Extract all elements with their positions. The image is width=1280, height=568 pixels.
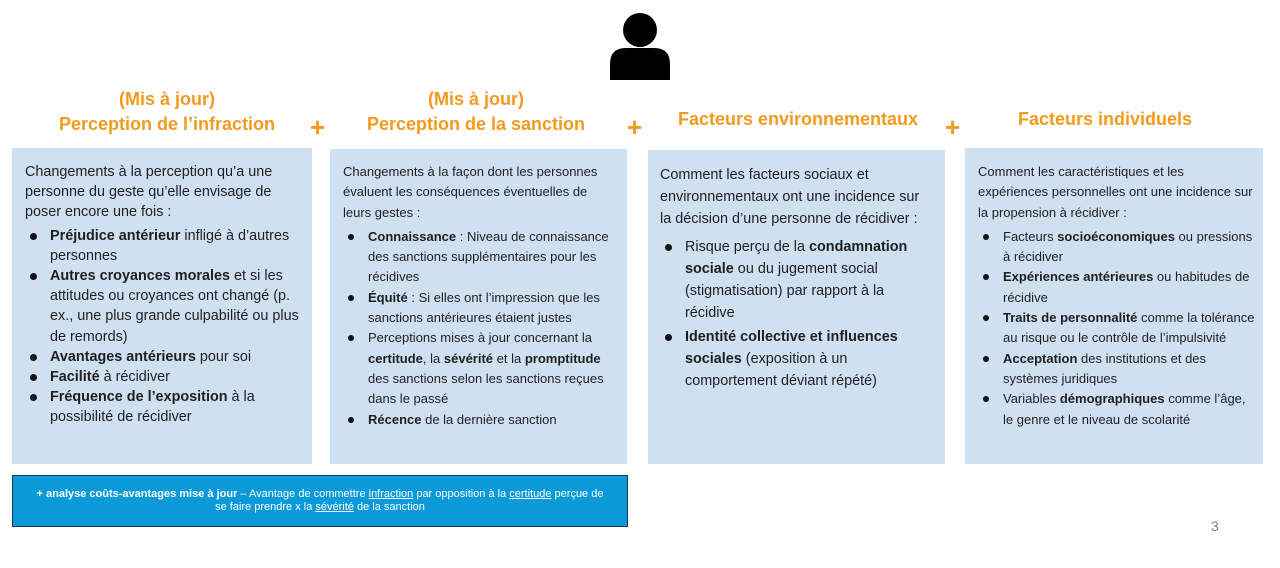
list-item: [25, 266, 300, 347]
item-text: comme la tolérance au risque ou le contrôle de l’impulsivité: [1003, 310, 1255, 346]
infraction-term: infraction: [368, 488, 414, 500]
cost-benefit-heading: + analyse coûts-avantages mise à jour: [36, 488, 238, 500]
item-text: ou du jugement social (stigmatisation) par rapport à la récidive: [685, 261, 885, 321]
item-text: des sanctions selon les sanctions reçues dans le passé: [368, 370, 604, 407]
box4-list: [978, 227, 1255, 430]
item-bold: condamnation sociale: [685, 239, 908, 277]
offense-perception-box: [12, 148, 312, 464]
item-bold: socioéconomiques: [1057, 228, 1175, 244]
item-bold: Autres croyances morales: [50, 268, 230, 285]
item-bold: Équité: [368, 289, 408, 305]
item-text: à récidiver: [99, 369, 170, 386]
list-item: [978, 308, 1255, 349]
item-bold: Expériences antérieures: [1003, 269, 1154, 285]
item-text: infligé à d’autres personnes: [50, 227, 290, 264]
col1-title: [12, 87, 322, 137]
list-item: [978, 227, 1255, 268]
item-bold: sévérité: [443, 350, 494, 366]
list-item: [343, 288, 617, 329]
list-item: [978, 349, 1255, 390]
item-text: : Si elles ont l’impression que les sanctions antérieures étaient justes: [368, 289, 600, 326]
list-item: [25, 387, 300, 427]
list-item: [343, 410, 617, 430]
item-bold: Avantages antérieurs: [50, 348, 196, 365]
cost-benefit-text: par opposition à la: [413, 488, 510, 500]
item-bold: Acceptation: [1003, 350, 1078, 366]
item-text: Perceptions mises à jour concernant la: [368, 330, 593, 346]
plus-sign-1: +: [310, 112, 326, 142]
item-text: (exposition à un comportement déviant répété): [685, 351, 877, 389]
box4-intro: Comment les caractéristiques et les expériences personnelles ont une incidence sur la propension à récidiver :: [978, 164, 1253, 220]
item-text: : Niveau de connaissance des sanctions supplémentaires pour les récidives: [368, 228, 609, 285]
item-text: comme l’âge, le genre et le niveau de scolarité: [1003, 391, 1246, 427]
cost-benefit-text: – Avantage de commettre: [237, 488, 369, 500]
severite-term: sévérité: [315, 501, 354, 513]
list-item: [978, 267, 1255, 308]
plus-sign-2: +: [627, 112, 643, 142]
item-bold: Connaissance: [368, 228, 457, 244]
item-bold: Identité collective et influences sociales: [685, 329, 898, 367]
plus-sign-3: +: [945, 112, 961, 142]
item-bold: Facilité: [50, 369, 100, 386]
item-text: Risque perçu de la: [685, 239, 809, 255]
col1-title-line2: Perception de l’infraction: [58, 114, 276, 134]
item-bold: certitude: [368, 350, 423, 366]
list-item: [660, 236, 933, 324]
cost-benefit-text: perçue de se faire prendre x la: [215, 488, 604, 513]
box3-list: [660, 236, 933, 392]
item-text: et la: [493, 350, 525, 366]
sanction-perception-box: [330, 149, 627, 464]
item-text: pour soi: [195, 348, 252, 365]
col4-title: [965, 107, 1245, 132]
item-text: , la: [422, 350, 444, 366]
item-text: à la possibilité de récidiver: [50, 389, 255, 426]
col3-title: [648, 107, 948, 132]
col1-title-line1: (Mis à jour): [118, 89, 215, 109]
list-item: [343, 227, 617, 288]
list-item: [25, 226, 300, 266]
person-icon: [609, 12, 671, 80]
col2-title-line1: (Mis à jour): [427, 89, 524, 109]
item-text: des institutions et des systèmes juridiques: [1003, 350, 1207, 386]
item-text: et si les attitudes ou croyances ont changé (p. ex., une plus grande culpabilité ou plus de remords): [50, 268, 299, 345]
box1-list: [25, 226, 300, 428]
box3-intro: Comment les facteurs sociaux et environnementaux ont une incidence sur la décision d’une personne de récidiver :: [660, 167, 920, 227]
list-item: [660, 326, 933, 392]
item-bold: Fréquence de l’exposition: [50, 389, 228, 406]
list-item: [25, 367, 300, 387]
item-bold: Récence: [368, 411, 422, 427]
item-text: Facteurs: [1003, 228, 1058, 244]
item-text: ou pressions à récidiver: [1003, 228, 1253, 265]
col4-title-text: Facteurs individuels: [1017, 109, 1193, 129]
cost-benefit-text: de la sanction: [353, 501, 425, 513]
item-text: de la dernière sanction: [421, 411, 557, 427]
item-bold: Préjudice antérieur: [50, 227, 181, 244]
item-bold: promptitude: [524, 350, 601, 366]
environmental-factors-box: [648, 150, 945, 464]
col2-title-line2: Perception de la sanction: [366, 114, 586, 134]
individual-factors-box: [965, 148, 1263, 464]
list-item: [25, 347, 300, 367]
page-number: 3: [1211, 518, 1219, 534]
certitude-term: certitude: [509, 488, 552, 500]
box2-list: [343, 227, 617, 430]
col2-title: [330, 87, 622, 137]
box2-intro: Changements à la façon dont les personnes évaluent les conséquences éventuelles de leurs gestes :: [343, 164, 598, 220]
item-bold: Traits de personnalité: [1003, 310, 1138, 326]
col3-title-text: Facteurs environnementaux: [677, 109, 919, 129]
item-bold: démographiques: [1059, 391, 1165, 407]
item-text: Variables: [1003, 391, 1060, 407]
item-text: ou habitudes de récidive: [1003, 269, 1250, 305]
list-item: [978, 389, 1255, 430]
box1-intro: Changements à la perception qu’a une personne du geste qu’elle envisage de poser encore une fois :: [25, 164, 273, 221]
cost-benefit-box: [12, 475, 628, 527]
list-item: [343, 328, 617, 409]
